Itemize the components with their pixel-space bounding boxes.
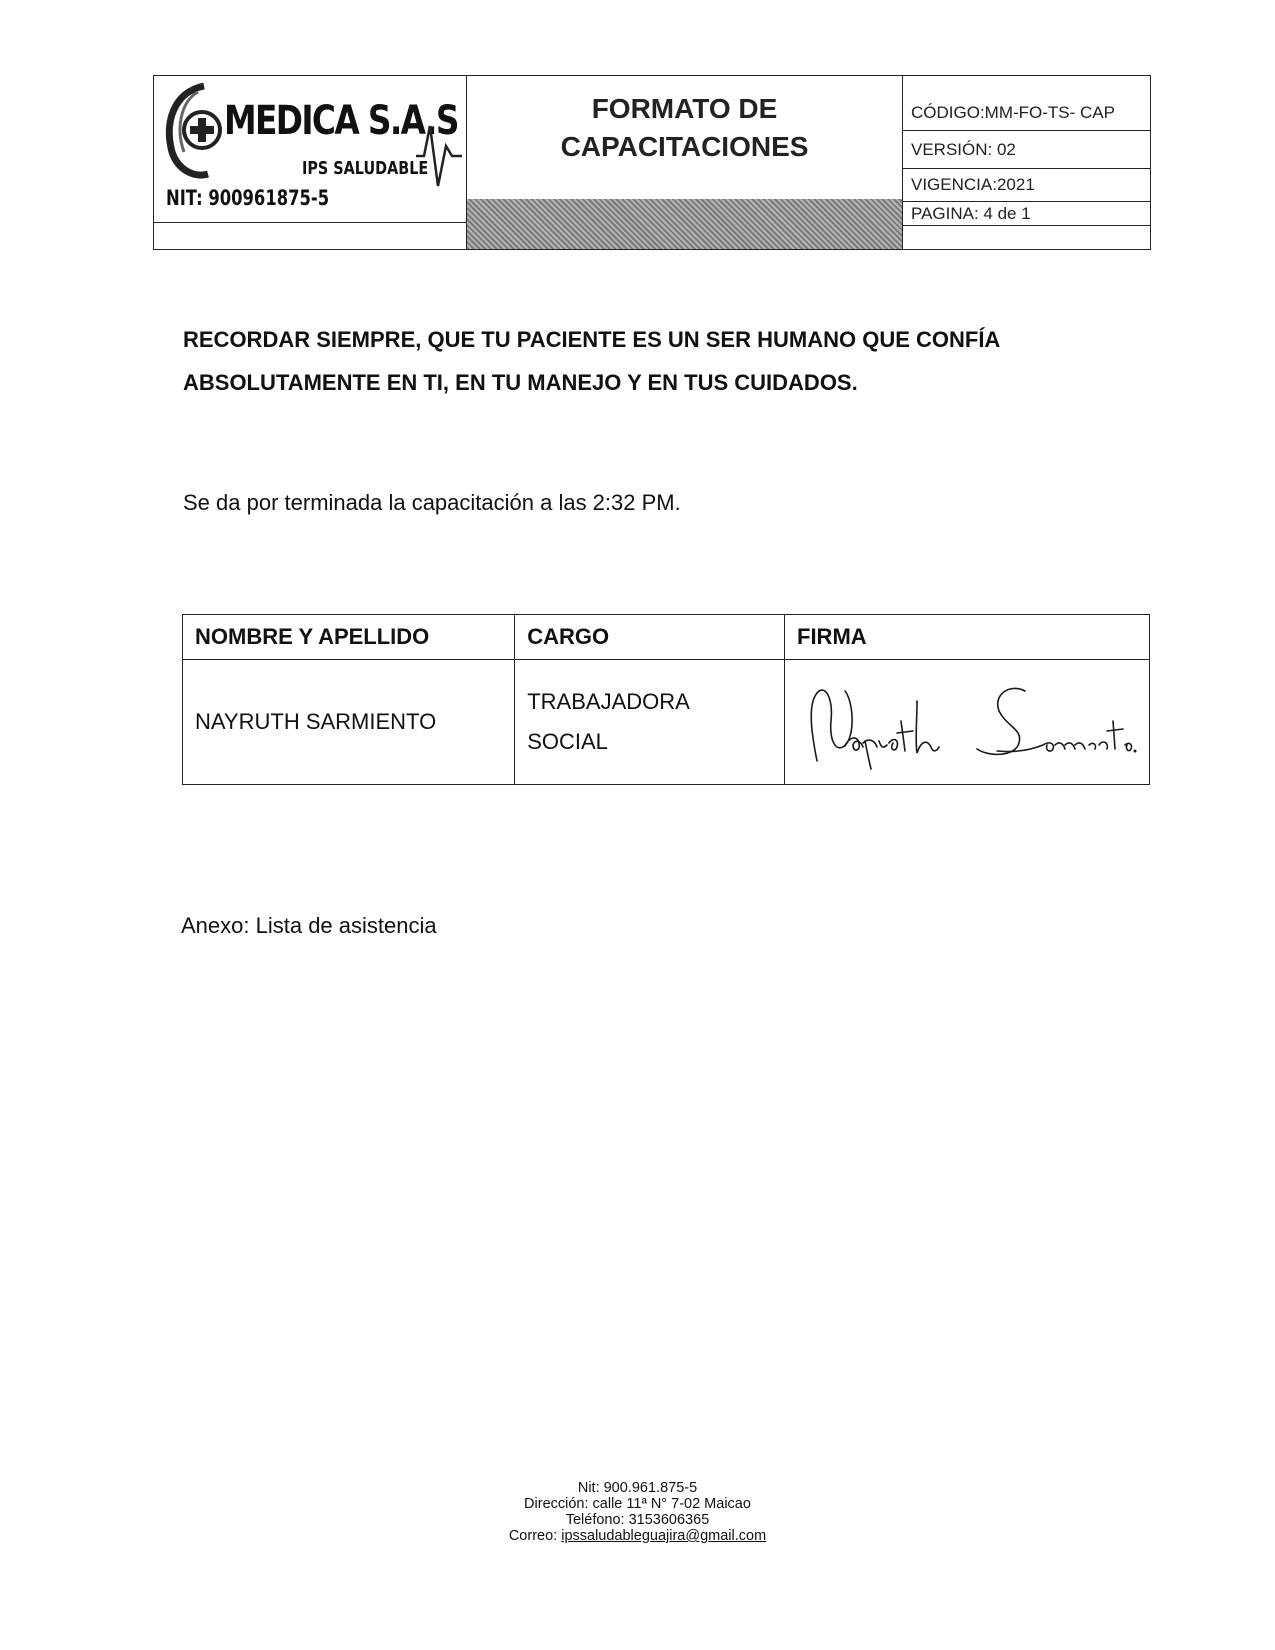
header-name: NOMBRE Y APELLIDO — [183, 615, 515, 660]
cell-name: NAYRUTH SARMIENTO — [183, 660, 515, 785]
cell-signature — [785, 660, 1150, 785]
title-cell — [467, 76, 903, 249]
footer-email-link[interactable]: ipssaludableguajira@gmail.com — [561, 1528, 767, 1544]
table-header-row — [183, 615, 1150, 660]
logo-cell — [154, 76, 467, 249]
document-title: FORMATO DE CAPACITACIONES — [560, 93, 809, 162]
heartbeat-line-icon — [416, 116, 464, 196]
version-field: VERSIÓN: 02 — [903, 131, 1150, 169]
company-nit: NIT: 900961875-5 — [166, 186, 330, 210]
handwritten-signature — [797, 661, 1137, 771]
header-firma: FIRMA — [785, 615, 1150, 660]
signature-table — [182, 614, 1150, 785]
closing-statement: Se da por terminada la capacitación a las 2:32 PM. — [183, 490, 681, 515]
document-header — [153, 75, 1151, 250]
company-subtitle: IPS SALUDABLE — [302, 158, 429, 179]
vigencia-field: VIGENCIA:2021 — [903, 169, 1150, 202]
shaded-area — [467, 199, 902, 249]
annex-note: Anexo: Lista de asistencia — [181, 913, 437, 938]
slogan: RECORDAR SIEMPRE, QUE TU PACIENTE ES UN SER HUMANO QUE CONFÍA ABSOLUTAMENTE EN TI, EN TU MANEJO Y EN TUS CUIDADOS. — [183, 327, 1001, 395]
empty-row — [903, 226, 1150, 249]
table-row — [183, 660, 1150, 785]
medical-cross-logo-icon — [164, 82, 226, 182]
footer-nit: Nit: 900.961.875-5 — [577, 1480, 698, 1496]
codigo-field: CÓDIGO:MM-FO-TS- CAP — [903, 76, 1150, 131]
metadata-cell — [903, 76, 1150, 249]
footer-address: Dirección: calle 11ª N° 7-02 Maicao — [524, 1496, 751, 1512]
cell-cargo: TRABAJADORA SOCIAL — [515, 660, 785, 785]
footer-email-line: Correo: ipssaludableguajira@gmail.com — [508, 1528, 767, 1544]
pagina-field: PAGINA: 4 de 1 — [903, 202, 1150, 226]
header-cargo: CARGO — [515, 615, 785, 660]
footer-phone: Teléfono: 3153606365 — [565, 1512, 710, 1528]
page-footer — [0, 1480, 1275, 1544]
company-name: MEDICA S.A.S — [224, 98, 458, 144]
